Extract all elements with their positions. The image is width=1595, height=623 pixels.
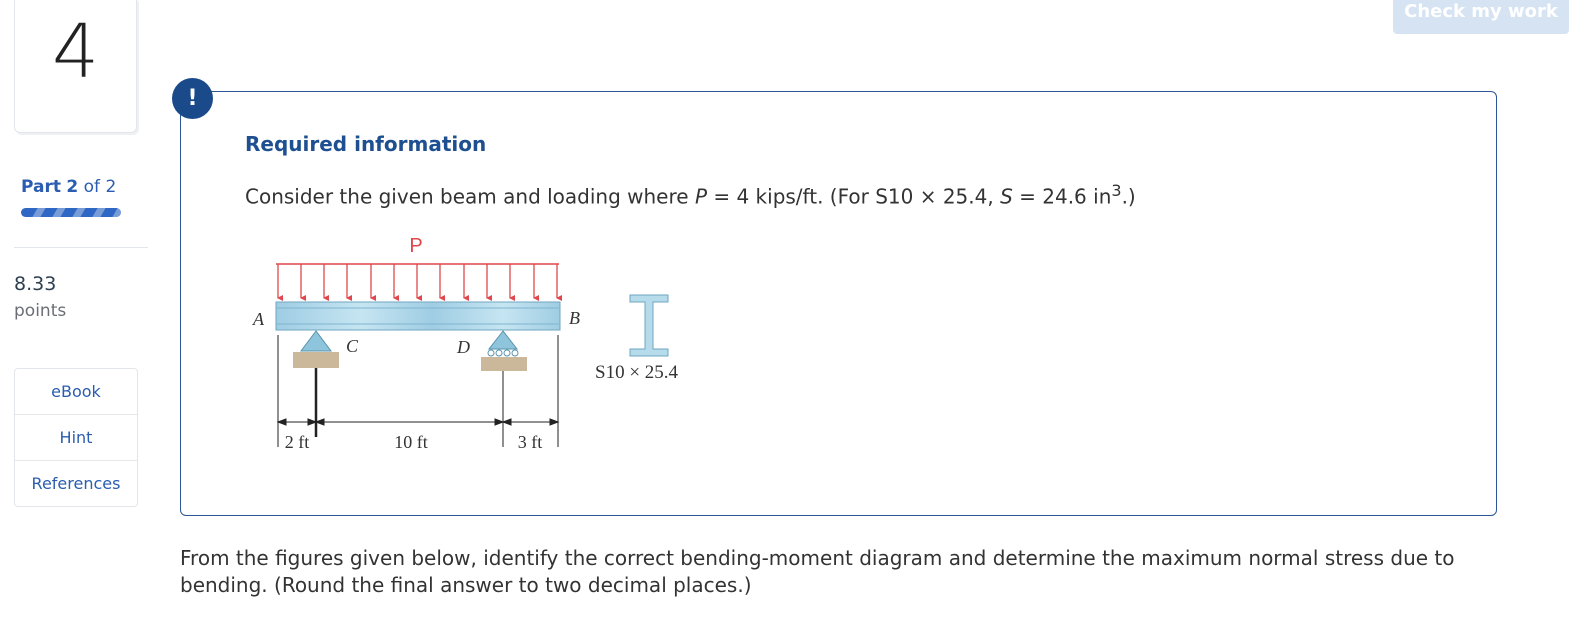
text-end: .) xyxy=(1121,184,1136,209)
question-number-card xyxy=(14,0,137,133)
required-information-box xyxy=(180,91,1497,516)
support-d xyxy=(481,331,527,371)
required-information-text xyxy=(245,181,1136,209)
points-label: points xyxy=(14,301,67,321)
section-label: S10 × 25.4 xyxy=(595,362,679,383)
part-current: 2 xyxy=(66,177,79,197)
part-word: Part xyxy=(21,177,61,197)
variable-s: S xyxy=(1000,184,1013,209)
label-b: B xyxy=(569,308,580,328)
support-c xyxy=(293,331,339,368)
alert-icon: ! xyxy=(172,78,213,119)
hint-button[interactable]: Hint xyxy=(15,415,137,461)
text-before: Consider the given beam and loading where xyxy=(245,184,695,209)
question-prompt: From the figures given below, identify the correct bending-moment diagram and determine the maximum normal stress due to bending. (Round the final answer to two decimal places.) xyxy=(180,546,1455,597)
text-after: = 24.6 in xyxy=(1012,184,1112,209)
label-d: D xyxy=(457,337,470,357)
load-label: P xyxy=(409,235,423,257)
beam-figure xyxy=(241,232,721,472)
i-beam-section-icon xyxy=(630,295,668,356)
part-progress-bar xyxy=(21,208,121,217)
dimension-db: 3 ft xyxy=(517,432,543,452)
label-c: C xyxy=(346,336,359,356)
references-button[interactable]: References xyxy=(31,474,121,493)
question-number: 4 xyxy=(51,9,100,95)
beam xyxy=(276,302,560,330)
part-indicator xyxy=(21,177,116,197)
text-mid: = 4 kips/ft. (For S10 × 25.4, xyxy=(707,184,1001,209)
label-a: A xyxy=(253,309,264,329)
distributed-load-arrows xyxy=(278,264,557,298)
dimension-cd: 10 ft xyxy=(394,432,428,452)
resources-panel xyxy=(14,368,138,507)
points-value: 8.33 xyxy=(14,273,57,295)
part-total: of 2 xyxy=(83,177,117,197)
required-information-title: Required information xyxy=(245,132,487,156)
dimension-ca: 2 ft xyxy=(284,432,310,452)
ebook-button[interactable]: eBook xyxy=(15,369,137,415)
exponent: 3 xyxy=(1111,181,1122,200)
sidebar-divider xyxy=(14,247,148,248)
variable-p: P xyxy=(694,184,707,209)
check-my-work-button[interactable]: Check my work xyxy=(1393,0,1569,34)
